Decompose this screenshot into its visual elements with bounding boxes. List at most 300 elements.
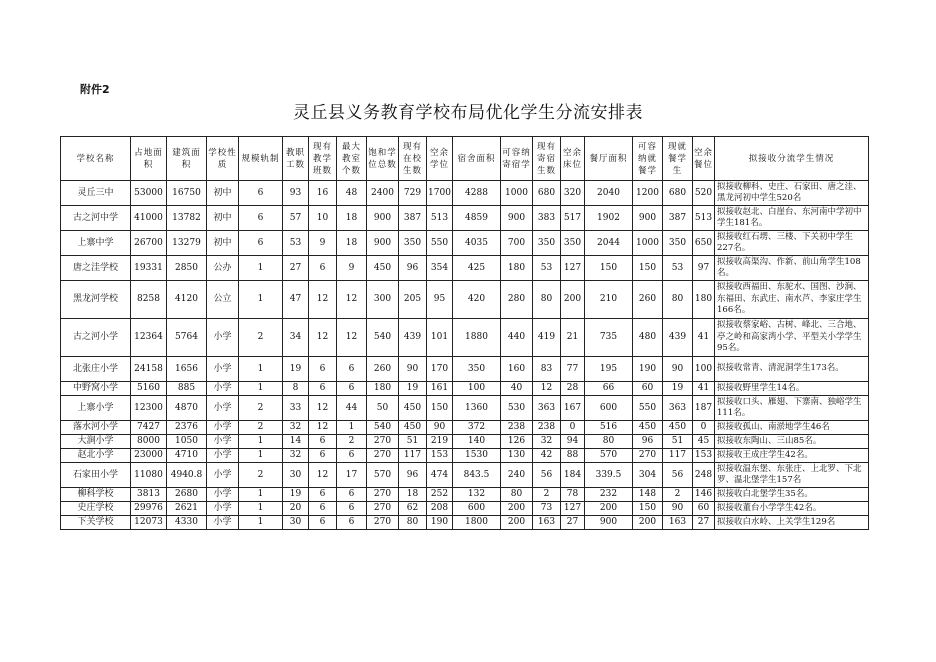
table-cell: 1 [239, 449, 283, 463]
column-header: 可容纳寄宿学 [501, 137, 533, 181]
table-cell: 1 [239, 435, 283, 449]
table-row [61, 396, 869, 421]
table-cell: 126 [501, 435, 533, 449]
table-cell: 2 [337, 435, 367, 449]
table-cell: 339.5 [585, 463, 633, 488]
column-header: 可容纳就餐学 [633, 137, 663, 181]
table-cell: 680 [533, 181, 561, 206]
table-row [61, 256, 869, 281]
table-cell: 2044 [585, 231, 633, 256]
table-row [61, 281, 869, 319]
table-cell: 238 [501, 421, 533, 435]
table-cell: 2040 [585, 181, 633, 206]
table-cell: 12364 [131, 319, 167, 357]
table-cell: 12 [337, 319, 367, 357]
table-cell: 初中 [207, 206, 239, 231]
table-cell: 153 [693, 449, 715, 463]
column-header: 占地面积 [131, 137, 167, 181]
column-header: 空余床位 [561, 137, 585, 181]
table-cell: 90 [663, 357, 693, 382]
table-cell: 6 [239, 206, 283, 231]
table-cell: 12073 [131, 516, 167, 530]
table-cell: 146 [693, 488, 715, 502]
column-header: 饱和学位总数 [367, 137, 399, 181]
table-cell: 19331 [131, 256, 167, 281]
table-cell: 53 [283, 231, 309, 256]
attachment-label: 附件2 [80, 83, 110, 96]
table-cell: 248 [693, 463, 715, 488]
table-cell: 12 [309, 421, 337, 435]
table-cell: 5160 [131, 382, 167, 396]
table-cell: 2850 [167, 256, 207, 281]
column-header: 学校性质 [207, 137, 239, 181]
allocation-note-cell: 拟接收西福田、东驼水、国图、沙涧、东福田、东武庄、南水芦、李家庄学生166名。 [715, 281, 869, 319]
table-cell: 419 [533, 319, 561, 357]
table-cell: 450 [399, 421, 427, 435]
table-cell: 1880 [453, 319, 501, 357]
table-cell: 170 [427, 357, 453, 382]
table-cell: 270 [367, 516, 399, 530]
table-cell: 6 [309, 357, 337, 382]
table-cell: 17 [337, 463, 367, 488]
table-cell: 53000 [131, 181, 167, 206]
table-cell: 440 [501, 319, 533, 357]
table-cell: 6 [309, 488, 337, 502]
table-cell: 270 [367, 488, 399, 502]
table-cell: 27 [283, 256, 309, 281]
school-name-cell: 赵北小学 [61, 449, 131, 463]
school-name-cell: 下关学校 [61, 516, 131, 530]
table-row [61, 319, 869, 357]
table-cell: 383 [533, 206, 561, 231]
table-cell: 44 [337, 396, 367, 421]
table-cell: 200 [501, 502, 533, 516]
table-cell: 180 [367, 382, 399, 396]
table-cell: 80 [501, 488, 533, 502]
table-cell: 387 [663, 206, 693, 231]
table-cell: 53 [663, 256, 693, 281]
table-cell: 363 [533, 396, 561, 421]
table-cell: 2 [533, 488, 561, 502]
table-cell: 5764 [167, 319, 207, 357]
table-header-row [61, 137, 869, 181]
table-row [61, 181, 869, 206]
table-cell: 6 [309, 256, 337, 281]
table-cell: 27 [693, 516, 715, 530]
allocation-note-cell: 拟接收口头、雁翅、下寨南、独峪学生111名。 [715, 396, 869, 421]
table-cell: 127 [561, 502, 585, 516]
table-cell: 2680 [167, 488, 207, 502]
school-name-cell: 唐之洼学校 [61, 256, 131, 281]
table-cell: 50 [367, 396, 399, 421]
table-cell: 6 [337, 357, 367, 382]
table-cell: 6 [337, 502, 367, 516]
school-name-cell: 古之河中学 [61, 206, 131, 231]
table-cell: 小学 [207, 396, 239, 421]
table-cell: 27 [561, 516, 585, 530]
table-cell: 7427 [131, 421, 167, 435]
table-cell: 1800 [453, 516, 501, 530]
column-header: 现就餐学生 [663, 137, 693, 181]
table-cell: 41 [693, 319, 715, 357]
table-cell: 270 [633, 449, 663, 463]
table-cell: 1 [239, 256, 283, 281]
table-cell: 270 [367, 435, 399, 449]
table-cell: 350 [533, 231, 561, 256]
table-cell: 90 [427, 421, 453, 435]
table-cell: 167 [561, 396, 585, 421]
table-cell: 117 [663, 449, 693, 463]
table-cell: 97 [693, 256, 715, 281]
allocation-note-cell: 拟接收董台小学学生42名。 [715, 502, 869, 516]
table-cell: 517 [561, 206, 585, 231]
table-cell: 354 [427, 256, 453, 281]
table-row [61, 488, 869, 502]
table-cell: 163 [533, 516, 561, 530]
table-cell: 219 [427, 435, 453, 449]
table-cell: 540 [367, 421, 399, 435]
document-title: 灵丘县义务教育学校布局优化学生分流安排表 [293, 103, 643, 123]
table-cell: 150 [585, 256, 633, 281]
table-cell: 80 [663, 281, 693, 319]
table-cell: 450 [633, 421, 663, 435]
table-cell: 540 [367, 319, 399, 357]
column-header: 现有在校生数 [399, 137, 427, 181]
table-cell: 900 [633, 206, 663, 231]
table-cell: 10 [309, 206, 337, 231]
table-cell: 公办 [207, 256, 239, 281]
table-cell: 150 [427, 396, 453, 421]
table-cell: 83 [533, 357, 561, 382]
table-cell: 18 [337, 206, 367, 231]
table-cell: 1902 [585, 206, 633, 231]
column-header: 现有教学班数 [309, 137, 337, 181]
allocation-note-cell: 拟接收高渠沟、作新、前山角学生108名。 [715, 256, 869, 281]
table-cell: 363 [663, 396, 693, 421]
table-cell: 48 [337, 181, 367, 206]
table-cell: 13279 [167, 231, 207, 256]
table-cell: 6 [337, 382, 367, 396]
table-cell: 1 [239, 502, 283, 516]
table-cell: 130 [501, 449, 533, 463]
table-cell: 77 [561, 357, 585, 382]
table-cell: 14 [283, 435, 309, 449]
allocation-note-cell: 拟接收白北堡学生35名。 [715, 488, 869, 502]
table-cell: 4330 [167, 516, 207, 530]
school-name-cell: 柳科学校 [61, 488, 131, 502]
table-row [61, 435, 869, 449]
table-row [61, 449, 869, 463]
table-cell: 513 [693, 206, 715, 231]
table-cell: 439 [399, 319, 427, 357]
table-cell: 150 [633, 256, 663, 281]
table-cell: 680 [663, 181, 693, 206]
table-cell: 0 [693, 421, 715, 435]
table-cell: 53 [533, 256, 561, 281]
table-cell: 2 [239, 463, 283, 488]
table-cell: 650 [693, 231, 715, 256]
table-cell: 208 [427, 502, 453, 516]
table-cell: 33 [283, 396, 309, 421]
table-cell: 4859 [453, 206, 501, 231]
table-cell: 1360 [453, 396, 501, 421]
table-cell: 2 [663, 488, 693, 502]
table-cell: 260 [633, 281, 663, 319]
table-cell: 190 [427, 516, 453, 530]
table-cell: 6 [337, 449, 367, 463]
table-cell: 13782 [167, 206, 207, 231]
table-cell: 735 [585, 319, 633, 357]
table-cell: 480 [633, 319, 663, 357]
table-cell: 1 [239, 516, 283, 530]
table-cell: 304 [633, 463, 663, 488]
table-cell: 700 [501, 231, 533, 256]
table-cell: 小学 [207, 421, 239, 435]
table-row [61, 357, 869, 382]
table-cell: 96 [399, 256, 427, 281]
table-cell: 41000 [131, 206, 167, 231]
table-cell: 60 [633, 382, 663, 396]
table-cell: 600 [453, 502, 501, 516]
table-cell: 小学 [207, 357, 239, 382]
column-header: 最大教室个数 [337, 137, 367, 181]
table-cell: 80 [399, 516, 427, 530]
table-cell: 1700 [427, 181, 453, 206]
table-cell: 94 [561, 435, 585, 449]
table-cell: 73 [533, 502, 561, 516]
table-cell: 初中 [207, 231, 239, 256]
table-row [61, 516, 869, 530]
table-cell: 51 [399, 435, 427, 449]
table-cell: 350 [663, 231, 693, 256]
table-cell: 127 [561, 256, 585, 281]
table-row [61, 206, 869, 231]
table-cell: 24158 [131, 357, 167, 382]
table-cell: 1 [239, 488, 283, 502]
table-cell: 小学 [207, 382, 239, 396]
table-cell: 6 [337, 516, 367, 530]
table-cell: 195 [585, 357, 633, 382]
allocation-note-cell: 拟接收白水岭、上关学生129名 [715, 516, 869, 530]
table-cell: 132 [453, 488, 501, 502]
table-cell: 28 [561, 382, 585, 396]
table-cell: 843.5 [453, 463, 501, 488]
table-cell: 885 [167, 382, 207, 396]
column-header: 学校名称 [61, 137, 131, 181]
table-cell: 163 [663, 516, 693, 530]
school-name-cell: 石家田小学 [61, 463, 131, 488]
table-cell: 2400 [367, 181, 399, 206]
table-cell: 1000 [501, 181, 533, 206]
table-cell: 148 [633, 488, 663, 502]
table-cell: 2 [239, 421, 283, 435]
table-cell: 51 [663, 435, 693, 449]
table-cell: 238 [533, 421, 561, 435]
table-cell: 6 [239, 181, 283, 206]
column-header: 拟接收分流学生情况 [715, 137, 869, 181]
table-cell: 3813 [131, 488, 167, 502]
table-cell: 95 [427, 281, 453, 319]
table-cell: 小学 [207, 463, 239, 488]
table-cell: 96 [399, 463, 427, 488]
table-cell: 516 [585, 421, 633, 435]
table-cell: 6 [309, 516, 337, 530]
table-cell: 117 [399, 449, 427, 463]
table-cell: 小学 [207, 435, 239, 449]
table-cell: 4870 [167, 396, 207, 421]
table-cell: 19 [399, 382, 427, 396]
school-name-cell: 上寨小学 [61, 396, 131, 421]
table-cell: 9 [337, 256, 367, 281]
table-cell: 184 [561, 463, 585, 488]
table-cell: 19 [283, 357, 309, 382]
table-cell: 小学 [207, 488, 239, 502]
table-cell: 12300 [131, 396, 167, 421]
table-cell: 90 [663, 502, 693, 516]
table-cell: 96 [633, 435, 663, 449]
table-cell: 187 [693, 396, 715, 421]
table-cell: 420 [453, 281, 501, 319]
school-name-cell: 落水河小学 [61, 421, 131, 435]
table-cell: 100 [693, 357, 715, 382]
table-cell: 200 [561, 281, 585, 319]
table-cell: 6 [239, 231, 283, 256]
table-cell: 387 [399, 206, 427, 231]
table-cell: 78 [561, 488, 585, 502]
table-cell: 32 [283, 421, 309, 435]
table-cell: 550 [633, 396, 663, 421]
table-cell: 210 [585, 281, 633, 319]
table-cell: 180 [501, 256, 533, 281]
table-cell: 900 [367, 206, 399, 231]
table-cell: 101 [427, 319, 453, 357]
table-cell: 474 [427, 463, 453, 488]
column-header: 建筑面积 [167, 137, 207, 181]
table-row [61, 502, 869, 516]
school-name-cell: 古之河小学 [61, 319, 131, 357]
table-cell: 200 [633, 516, 663, 530]
table-cell: 4940.8 [167, 463, 207, 488]
school-name-cell: 北张庄小学 [61, 357, 131, 382]
table-cell: 30 [283, 516, 309, 530]
table-cell: 4120 [167, 281, 207, 319]
table-cell: 1050 [167, 435, 207, 449]
table-cell: 4288 [453, 181, 501, 206]
table-cell: 530 [501, 396, 533, 421]
table-cell: 520 [693, 181, 715, 206]
table-cell: 47 [283, 281, 309, 319]
table-cell: 300 [367, 281, 399, 319]
table-cell: 66 [585, 382, 633, 396]
table-cell: 2 [239, 319, 283, 357]
table-cell: 8258 [131, 281, 167, 319]
table-cell: 570 [585, 449, 633, 463]
table-cell: 190 [633, 357, 663, 382]
table-cell: 93 [283, 181, 309, 206]
table-cell: 350 [561, 231, 585, 256]
table-cell: 205 [399, 281, 427, 319]
table-cell: 18 [399, 488, 427, 502]
table-cell: 1530 [453, 449, 501, 463]
table-cell: 729 [399, 181, 427, 206]
table-cell: 56 [533, 463, 561, 488]
table-cell: 20 [283, 502, 309, 516]
allocation-note-cell: 拟接收常青、清泥洞学生173名。 [715, 357, 869, 382]
school-name-cell: 大涧小学 [61, 435, 131, 449]
allocation-note-cell: 拟接收温东堡、东张庄、上北罗、下北罗、温北堡学生157名 [715, 463, 869, 488]
table-cell: 19 [663, 382, 693, 396]
table-row [61, 382, 869, 396]
table-cell: 232 [585, 488, 633, 502]
allocation-note-cell: 拟接收柳科、史庄、石家田、唐之洼、黑龙河初中学生520名 [715, 181, 869, 206]
table-cell: 2621 [167, 502, 207, 516]
table-cell: 240 [501, 463, 533, 488]
table-cell: 350 [399, 231, 427, 256]
allocation-note-cell: 拟接收赵北、白崖台、东河南中学初中学生181名。 [715, 206, 869, 231]
column-header: 规模轨制 [239, 137, 283, 181]
table-cell: 260 [367, 357, 399, 382]
table-cell: 280 [501, 281, 533, 319]
table-cell: 252 [427, 488, 453, 502]
table-cell: 23000 [131, 449, 167, 463]
table-cell: 450 [663, 421, 693, 435]
table-row [61, 231, 869, 256]
table-cell: 62 [399, 502, 427, 516]
table-cell: 270 [367, 449, 399, 463]
table-cell: 12 [309, 463, 337, 488]
table-cell: 4035 [453, 231, 501, 256]
table-cell: 16750 [167, 181, 207, 206]
table-cell: 57 [283, 206, 309, 231]
school-name-cell: 上寨中学 [61, 231, 131, 256]
school-name-cell: 黑龙河学校 [61, 281, 131, 319]
table-cell: 1 [239, 281, 283, 319]
table-cell: 小学 [207, 516, 239, 530]
table-cell: 29976 [131, 502, 167, 516]
table-cell: 200 [585, 502, 633, 516]
table-cell: 90 [399, 357, 427, 382]
table-cell: 153 [427, 449, 453, 463]
table-cell: 2376 [167, 421, 207, 435]
table-cell: 200 [501, 516, 533, 530]
table-cell: 6 [309, 502, 337, 516]
table-cell: 初中 [207, 181, 239, 206]
table-cell: 12 [337, 281, 367, 319]
table-cell: 21 [561, 319, 585, 357]
table-cell: 42 [533, 449, 561, 463]
table-cell: 450 [399, 396, 427, 421]
allocation-note-cell: 拟接收红石塄、三楼、下关初中学生227名。 [715, 231, 869, 256]
allocation-table [60, 136, 869, 530]
table-cell: 1000 [633, 231, 663, 256]
column-header: 空余学位 [427, 137, 453, 181]
table-cell: 100 [453, 382, 501, 396]
table-cell: 350 [453, 357, 501, 382]
allocation-note-cell: 拟接收蔡家峪、古树、峰北、三合地、亭之岭和高家湾小学、平型关小学学生95名。 [715, 319, 869, 357]
table-cell: 12 [533, 382, 561, 396]
column-header: 教职工数 [283, 137, 309, 181]
table-cell: 320 [561, 181, 585, 206]
table-cell: 60 [693, 502, 715, 516]
table-cell: 439 [663, 319, 693, 357]
table-row [61, 421, 869, 435]
table-cell: 16 [309, 181, 337, 206]
school-name-cell: 中野窝小学 [61, 382, 131, 396]
table-cell: 150 [633, 502, 663, 516]
table-cell: 2 [239, 396, 283, 421]
school-name-cell: 史庄学校 [61, 502, 131, 516]
table-cell: 12 [309, 396, 337, 421]
